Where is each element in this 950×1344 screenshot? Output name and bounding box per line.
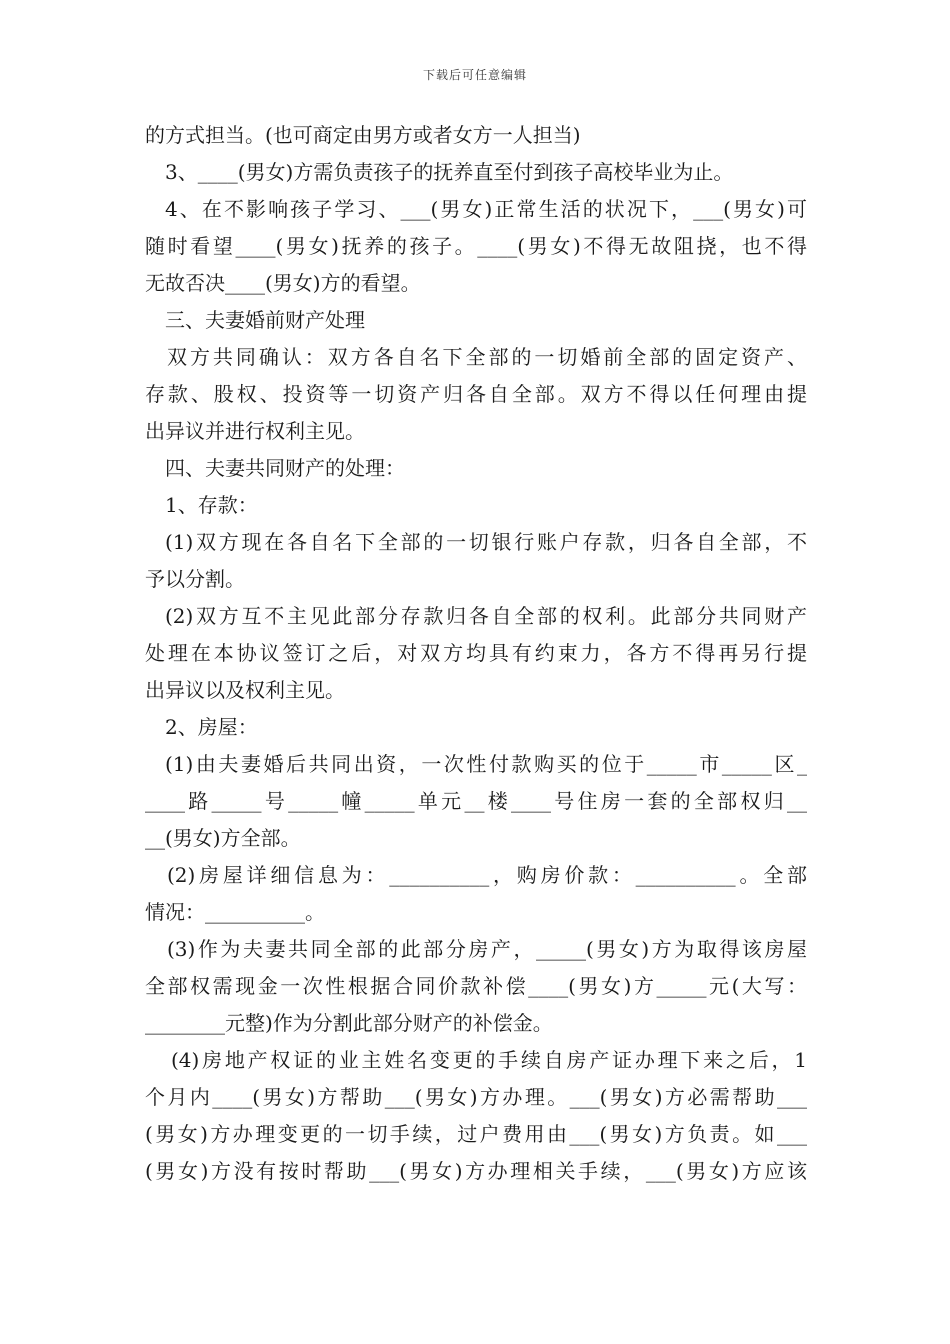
text-line: ________元整)作为分割此部分财产的补偿金。	[145, 1011, 553, 1035]
text-line: (男女)方没有按时帮助___(男女)方办理相关手续，___(男女)方应该	[145, 1159, 807, 1183]
text-line: (3)作为夫妻共同全部的此部分房产，_____(男女)方为取得该房屋	[167, 937, 807, 961]
text-line: (4)房地产权证的业主姓名变更的手续自房产证办理下来之后，1	[171, 1048, 807, 1072]
text-line: (2)房屋详细信息为：__________，购房价款：__________。全部	[167, 863, 807, 887]
text-line: 随时看望____(男女)抚养的孩子。____(男女)不得无故阻挠，也不得	[145, 234, 807, 258]
text-line: 1、存款：	[165, 493, 258, 517]
text-line: 4、在不影响孩子学习、___(男女)正常生活的状况下，___(男女)可	[165, 197, 807, 221]
text-line: (男女)方办理变更的一切手续，过户费用由___(男女)方负责。如___	[145, 1122, 807, 1146]
page-header: 下载后可任意编辑	[422, 68, 527, 82]
text-line: 无故否决____(男女)方的看望。	[145, 271, 421, 295]
text-line: ____路_____号_____幢_____单元__楼____号住房一套的全部权归__	[145, 789, 807, 813]
text-line: 出异议并进行权利主见。	[145, 419, 365, 443]
text-line: 3、____(男女)方需负责孩子的抚养直至付到孩子高校毕业为止。	[165, 160, 734, 184]
text-line: 情况：__________。	[145, 900, 325, 924]
text-line: 予以分割。	[145, 567, 245, 591]
text-line: 的方式担当。(也可商定由男方或者女方一人担当)	[145, 123, 581, 147]
text-line: 四、夫妻共同财产的处理：	[165, 456, 405, 480]
document-body	[145, 117, 807, 1190]
text-line: 三、夫妻婚前财产处理	[165, 308, 365, 332]
text-line: (1)双方现在各自名下全部的一切银行账户存款，归各自全部，不	[165, 530, 807, 554]
text-line: 全部权需现金一次性根据合同价款补偿____(男女)方_____元(大写：	[145, 974, 807, 998]
text-line: __(男女)方全部。	[145, 826, 301, 850]
text-line: 出异议以及权利主见。	[145, 678, 345, 702]
text-line: (2)双方互不主见此部分存款归各自全部的权利。此部分共同财产	[165, 604, 807, 628]
text-line: 2、房屋：	[165, 715, 258, 739]
text-line: (1)由夫妻婚后共同出资，一次性付款购买的位于_____市_____区_	[165, 752, 807, 776]
text-line: 双方共同确认：双方各自名下全部的一切婚前全部的固定资产、	[167, 345, 807, 369]
text-line: 处理在本协议签订之后，对双方均具有约束力，各方不得再另行提	[145, 641, 807, 665]
text-line: 个月内____(男女)方帮助___(男女)方办理。___(男女)方必需帮助___	[145, 1085, 807, 1109]
text-line: 存款、股权、投资等一切资产归各自全部。双方不得以任何理由提	[145, 382, 807, 406]
